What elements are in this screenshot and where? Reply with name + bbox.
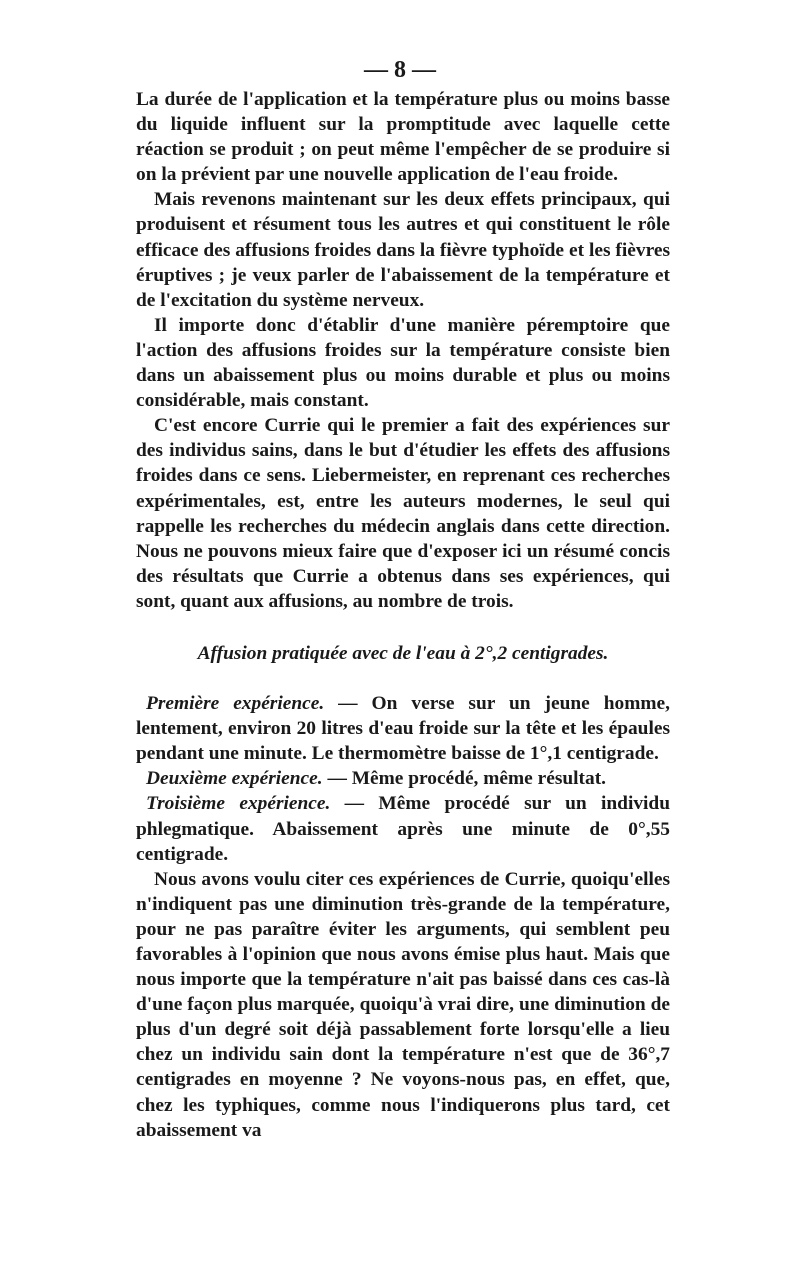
paragraph-3: Il importe donc d'établir d'une manière péremptoire que l'action des affusions froides sur la température consiste bien dans un abaissement plus ou moins durable et plus ou moins considérable, mais constant. [136,314,670,412]
experiment-3 [136,791,670,866]
paragraph-2: Mais revenons maintenant sur les deux effets principaux, qui produisent et résument tous les autres et qui constituent le rôle efficace des affusions froides dans la fièvre typhoïde et les fièvres éruptives ; je veux parler de l'abaissement de la température et de l'excitation du système nerveux. [136,189,670,311]
page-body [136,87,670,1143]
section-heading: Affusion pratiquée avec de l'eau à 2°,2 centigrades. [197,642,609,664]
experiment-2-label: Deuxième expérience. [146,768,323,790]
page-number: — 8 — [364,57,436,83]
experiment-2-text: — Même procédé, même résultat. [322,768,606,790]
closing-paragraph: Nous avons voulu citer ces expériences de Currie, quoiqu'elles n'indiquent pas une diminution très-grande de la température, pour ne pas paraître éviter les arguments, qui semblent peu favorables à l'opinion que nous avons émise plus haut. Mais que nous importe que la température n'ait pas baissé dans ces cas-là d'une façon plus marquée, quoiqu'à vrai dire, une diminution de plus d'un degré soit déjà passablement forte lorsqu'elle a lieu chez un individu sain dont la température n'est que de 36°,7 centigrades en moyenne ? Ne voyons-nous pas, en effet, que, chez les typhiques, comme nous l'indiquerons plus tard, cet abaissement va [136,868,670,1141]
experiment-1-text: — On verse sur un jeune homme, lentement, environ 20 litres d'eau froide sur la tête et les épaules pendant une minute. Le thermomètre baisse de 1°,1 centigrade. [136,693,671,765]
experiment-1-label: Première expérience. [146,693,325,715]
experiment-3-label: Troisième expérience. [146,793,331,815]
experiment-2 [136,766,670,791]
paragraph-4: C'est encore Currie qui le premier a fait des expériences sur des individus sains, dans le but d'étudier les effets des affusions froides dans ce sens. Liebermeister, en reprenant ces recherches expérimentales, est, entre les auteurs modernes, le seul qui rappelle les recherches du médecin anglais dans cette direction. Nous ne pouvons mieux faire que d'exposer ici un résumé concis des résultats que Currie a obtenus dans ses expériences, qui sont, quant aux affusions, au nombre de trois. [136,415,670,612]
experiment-1 [136,691,670,766]
experiment-3-text: — Même procédé sur un individu phlegmatique. Abaissement après une minute de 0°,55 centigrade. [136,793,670,865]
paragraph-1: La durée de l'application et la température plus ou moins basse du liquide influent sur la promptitude avec laquelle cette réaction se produit ; on peut même l'empêcher de se produire si on la prévient par une nouvelle application de l'eau froide. [136,89,670,186]
